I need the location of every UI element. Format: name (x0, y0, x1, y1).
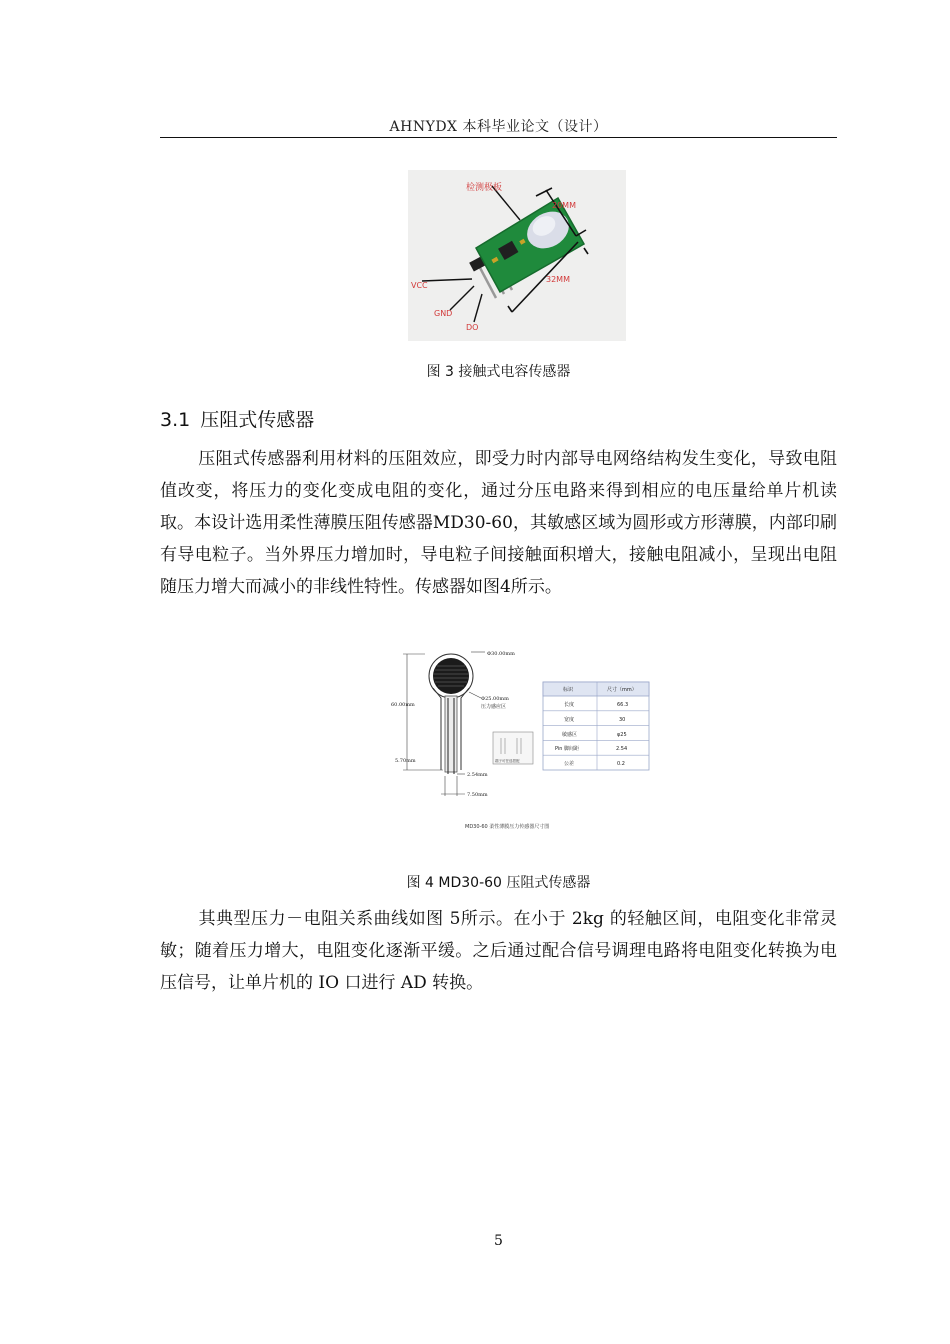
label-gnd: GND (434, 309, 453, 318)
table-cell-r1c2: 66.3 (617, 702, 629, 708)
dim-pitch: 2.54mm (467, 772, 488, 778)
label-length: 32MM (546, 275, 570, 284)
md30-dimension-drawing (385, 628, 673, 838)
dim-length: 60.00mm (391, 702, 415, 708)
paragraph-1-text: 压阻式传感器利用材料的压阻效应，即受力时内部导电网络结构发生变化，导致电阻值改变，将压力的变化变成电阻的变化，通过分压电路来得到相应的电压量给单片机读取。本设计选用柔性薄膜压阻传感器MD30-60，其敏感区域为圆形或方形薄膜，内部印刷有导电粒子。当外界压力增加时，导电粒子间接触面积增大，接触电阻减小，呈现出电阻随压力增大而减小的非线性特性。传感器如图4所示。 (160, 449, 837, 597)
table-cell-r3c2: φ25 (617, 732, 627, 738)
header-rule (160, 137, 837, 138)
spec-table (543, 682, 649, 770)
capacitive-sensor-drawing (408, 170, 626, 341)
section-number: 3.1 (160, 409, 191, 431)
figure-3-image (408, 170, 626, 341)
table-cell-r1c1: 长度 (564, 702, 575, 708)
dim-inner-label: 压力感应区 (481, 704, 507, 710)
table-cell-r2c1: 宽度 (564, 717, 575, 723)
figure-4-caption: 图 4 MD30-60 压阻式传感器 (406, 875, 591, 891)
table-header-1: 标识 (563, 687, 574, 693)
dim-pin-width: 5.70mm (395, 758, 416, 764)
section-heading (160, 405, 314, 432)
label-width: 20MM (552, 201, 576, 210)
dim-inner-diameter: Φ25.00mm (481, 696, 509, 702)
section-title-text: 压阻式传感器 (200, 409, 315, 431)
paragraph-1 (160, 443, 837, 603)
table-cell-r3c1: 敏感区 (562, 732, 578, 738)
table-cell-r2c2: 30 (619, 717, 626, 723)
table-cell-r5c1: 公差 (564, 761, 575, 767)
sensing-area (433, 658, 469, 694)
label-do: DO (466, 323, 479, 332)
dim-outer-diameter: Φ30.00mm (487, 651, 515, 657)
dim-total-width: 7.50mm (467, 792, 488, 798)
figure-3-caption: 图 3 接触式电容传感器 (426, 364, 571, 380)
figure-4-image (385, 628, 673, 838)
sensor-tail (445, 696, 457, 772)
page-header: AHNYDX 本科毕业论文（设计） (389, 119, 608, 135)
paragraph-2-text: 其典型压力－电阻关系曲线如图 5所示。在小于 2kg 的轻触区间，电阻变化非常灵敏；随着压力增大，电阻变化逐渐平缓。之后通过配合信号调理电路将电阻变化转换为电压信号，让单片机的 IO 口进行 AD 转换。 (160, 909, 837, 993)
table-cell-r4c1: Pin 脚间距 (555, 746, 580, 752)
table-cell-r4c2: 2.54 (616, 746, 628, 752)
connector-label: 端子可任选搭配 (495, 759, 520, 763)
figure-4-inner-caption: MD30-60 柔性薄膜压力传感器尺寸图 (465, 824, 550, 830)
table-cell-r5c2: 0.2 (617, 761, 625, 767)
label-electrode: 检测极板 (466, 183, 503, 193)
table-header-2: 尺寸（mm） (607, 687, 637, 693)
page-number: 5 (494, 1233, 503, 1249)
label-vcc: VCC (411, 281, 428, 290)
paragraph-2 (160, 903, 837, 999)
